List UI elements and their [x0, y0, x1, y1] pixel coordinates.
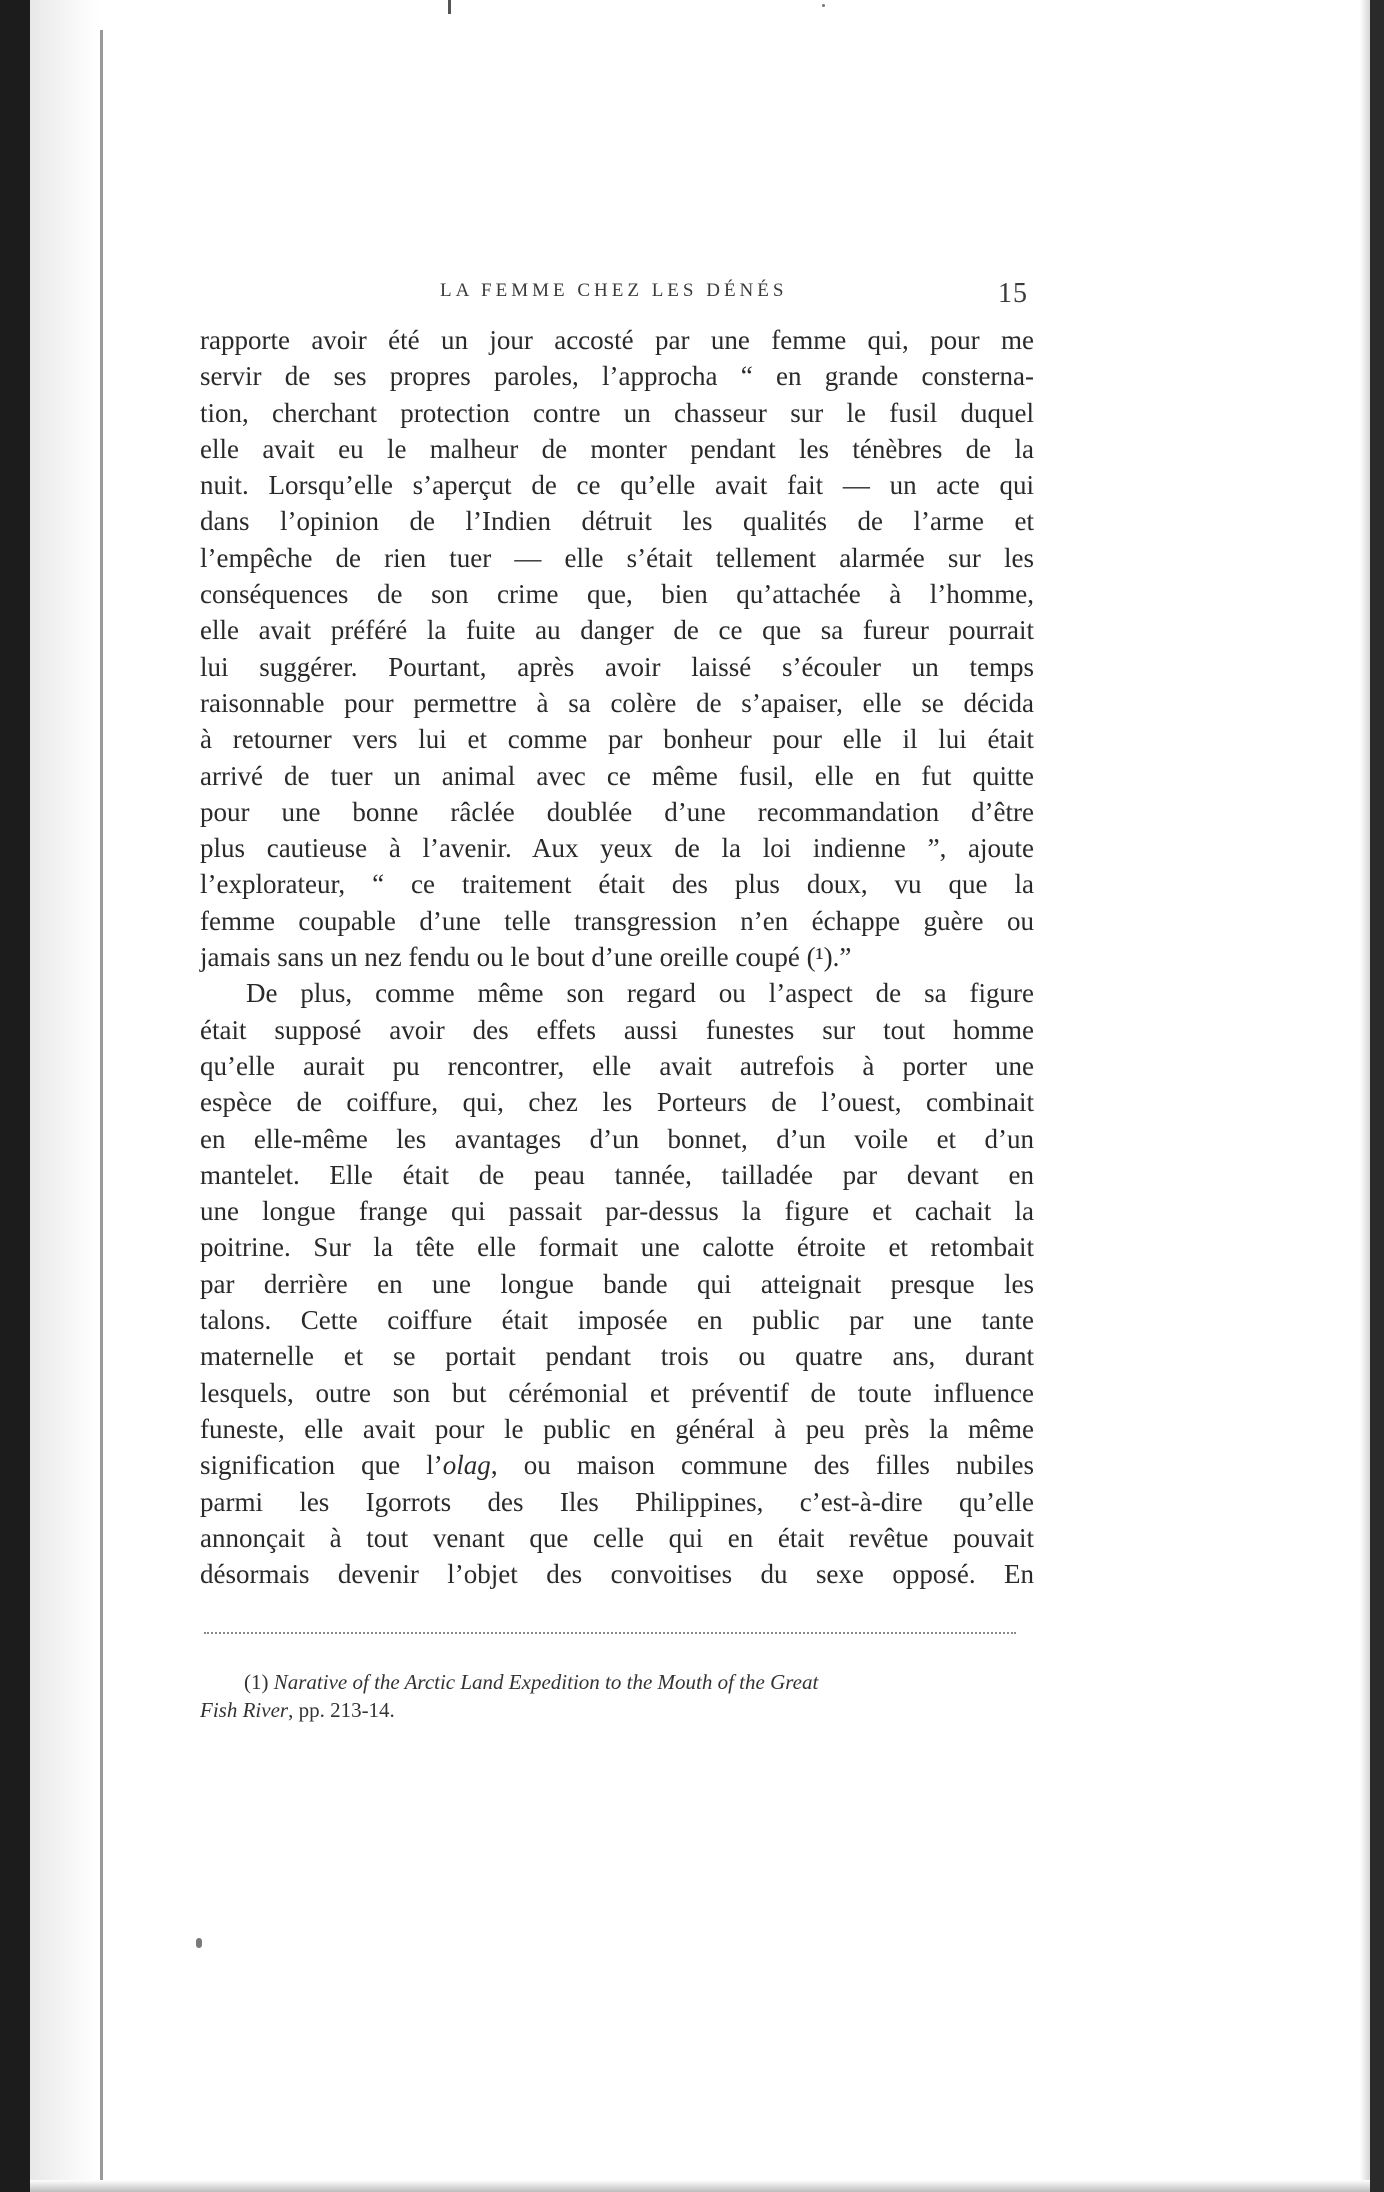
- text-line: elle avait préféré la fuite au danger de ce que sa fureur pourrait: [200, 615, 1034, 646]
- text-line: était supposé avoir des effets aussi funestes sur tout homme: [200, 1014, 1034, 1045]
- text-line: annonçait à tout venant que celle qui en était revêtue pouvait: [200, 1522, 1034, 1553]
- text-line: par derrière en une longue bande qui atteignait presque les: [200, 1268, 1034, 1299]
- text-line: parmi les Igorrots des Iles Philippines, c’est-à-dire qu’elle: [200, 1486, 1034, 1517]
- footnote-pages: , pp. 213-14.: [288, 1698, 395, 1723]
- text-line: raisonnable pour permettre à sa colère de s’apaiser, elle se décida: [200, 687, 1034, 718]
- text-fragment: , ou maison commune des filles nubiles: [490, 1450, 1035, 1481]
- text-line: tion, cherchant protection contre un chasseur sur le fusil duquel: [200, 397, 1034, 428]
- text-line: rapporte avoir été un jour accosté par une femme qui, pour me: [200, 325, 1034, 355]
- page-header: [200, 278, 1034, 312]
- text-line: conséquences de son crime que, bien qu’attachée à l’homme,: [200, 579, 1034, 610]
- footnote-title-cont: Fish River: [200, 1698, 289, 1723]
- footnote-line-1: [200, 1668, 1034, 1696]
- text-line: dans l’opinion de l’Indien détruit les qualités de l’arme et: [200, 506, 1034, 537]
- gutter-line: [100, 30, 103, 2180]
- ink-speck: [196, 1938, 202, 1948]
- text-line: mantelet. Elle était de peau tannée, tailladée par devant en: [200, 1159, 1034, 1190]
- text-line: elle avait eu le malheur de monter pendant les ténèbres de la: [200, 433, 1034, 464]
- footnote-marker: (1): [244, 1670, 274, 1695]
- footnote-line-2: [200, 1696, 1034, 1724]
- page-bottom-edge: [30, 2180, 1370, 2192]
- text-line: en elle-même les avantages d’un bonnet, d’un voile et d’un: [200, 1123, 1034, 1154]
- text-line: funeste, elle avait pour le public en général à peu près la même: [200, 1413, 1034, 1444]
- footnote-rule: [204, 1632, 1016, 1634]
- text-line: espèce de coiffure, qui, chez les Porteurs de l’ouest, combinait: [200, 1087, 1034, 1118]
- text-line: [200, 1447, 1034, 1483]
- scan-speck: [822, 4, 825, 7]
- text-line: jamais sans un nez fendu ou le bout d’une oreille coupé (¹).”: [200, 942, 852, 973]
- text-line: l’explorateur, “ ce traitement était des plus doux, vu que la: [200, 869, 1034, 900]
- paragraph-2: [200, 975, 1034, 1592]
- italic-term: olag: [442, 1450, 491, 1481]
- book-binding-left: [0, 0, 30, 2192]
- text-line: nuit. Lorsqu’elle s’aperçut de ce qu’elle avait fait — un acte qui: [200, 470, 1034, 501]
- text-line: qu’elle aurait pu rencontrer, elle avait autrefois à porter une: [200, 1050, 1034, 1081]
- text-line: désormais devenir l’objet des convoitises du sexe opposé. En: [200, 1559, 1034, 1590]
- text-line: femme coupable d’une telle transgression n’en échappe guère ou: [200, 905, 1034, 936]
- text-line: à retourner vers lui et comme par bonheur pour elle il lui était: [200, 724, 1034, 755]
- text-line: servir de ses propres paroles, l’approcha “ en grande consterna-: [200, 361, 1034, 392]
- text-line: lui suggérer. Pourtant, après avoir laissé s’écouler un temps: [200, 651, 1034, 682]
- running-head: LA FEMME CHEZ LES DÉNÉS: [440, 280, 788, 301]
- text-line: arrivé de tuer un animal avec ce même fusil, elle en fut quitte: [200, 760, 1034, 791]
- text-line: une longue frange qui passait par-dessus la figure et cachait la: [200, 1196, 1034, 1227]
- footnote: [200, 1668, 1034, 1724]
- scan-mark: [448, 0, 451, 14]
- text-line: poitrine. Sur la tête elle formait une calotte étroite et retombait: [200, 1232, 1034, 1263]
- body-text: [200, 322, 1034, 1592]
- text-line: maternelle et se portait pendant trois ou quatre ans, durant: [200, 1341, 1034, 1372]
- text-fragment: signification que l’: [200, 1450, 443, 1481]
- text-line: l’empêche de rien tuer — elle s’était tellement alarmée sur les: [200, 542, 1034, 573]
- text-line: lesquels, outre son but cérémonial et préventif de toute influence: [200, 1377, 1034, 1408]
- book-binding-right: [1370, 0, 1384, 2192]
- paragraph-1: [200, 322, 1034, 975]
- text-line: talons. Cette coiffure était imposée en public par une tante: [200, 1305, 1034, 1336]
- page-edge-shadow: [1360, 0, 1370, 2192]
- footnote-title: Narative of the Arctic Land Expedition to the Mouth of the Great: [273, 1670, 819, 1695]
- page-number: 15: [998, 278, 1028, 309]
- text-line: plus cautieuse à l’avenir. Aux yeux de la loi indienne ”, ajoute: [200, 833, 1034, 864]
- page-gutter-shadow: [30, 0, 100, 2192]
- book-page: [200, 278, 1034, 1724]
- text-line: pour une bonne râclée doublée d’une recommandation d’être: [200, 796, 1034, 827]
- text-line: De plus, comme même son regard ou l’aspect de sa figure: [246, 978, 1034, 1009]
